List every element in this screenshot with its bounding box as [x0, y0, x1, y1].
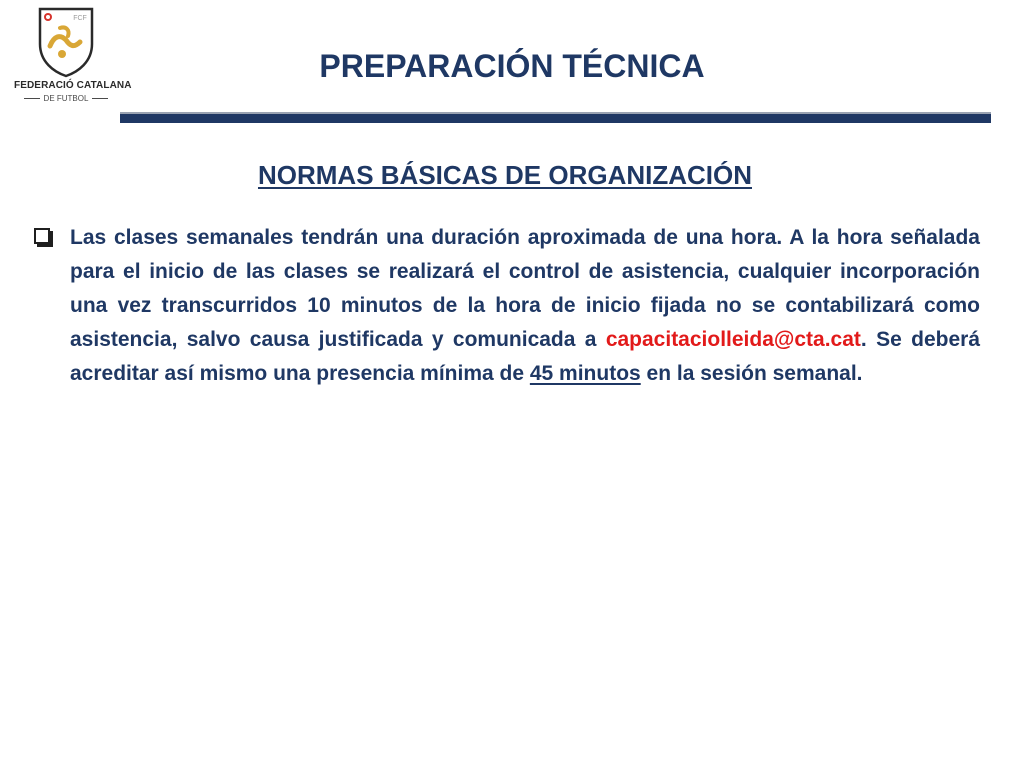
- contact-email[interactable]: capacitaciolleida@cta.cat: [605, 328, 861, 351]
- minimum-presence-highlight: 45 minutos: [529, 362, 641, 385]
- paragraph-text-2: . Se deberá acreditar así mismo una presencia mínima de: [70, 328, 980, 385]
- shield-icon: [36, 6, 96, 78]
- logo-name: FEDERACIÓ CATALANA: [14, 80, 132, 91]
- checkbox-square-icon: [34, 228, 50, 244]
- paragraph-text-3: en la sesión semanal.: [640, 362, 863, 385]
- rules-paragraph: [70, 221, 980, 391]
- federation-logo: [14, 6, 132, 106]
- logo-initials: FCF: [73, 15, 87, 22]
- logo-subname: DE FUTBOL: [14, 94, 118, 103]
- page-title: PREPARACIÓN TÉCNICA: [319, 48, 705, 84]
- header-divider: [120, 114, 991, 123]
- section-subtitle: NORMAS BÁSICAS DE ORGANIZACIÓN: [257, 160, 752, 190]
- paragraph-text-1: Las clases semanales tendrán una duración aproximada de una hora. A la hora señalada para el inicio de las clases se realizará el control de asistencia, cualquier incorporación una vez transcurridos 10 minutos de la hora de inicio fijada no se contabilizará como asistencia, salvo causa justificada y comunicada a: [70, 226, 980, 351]
